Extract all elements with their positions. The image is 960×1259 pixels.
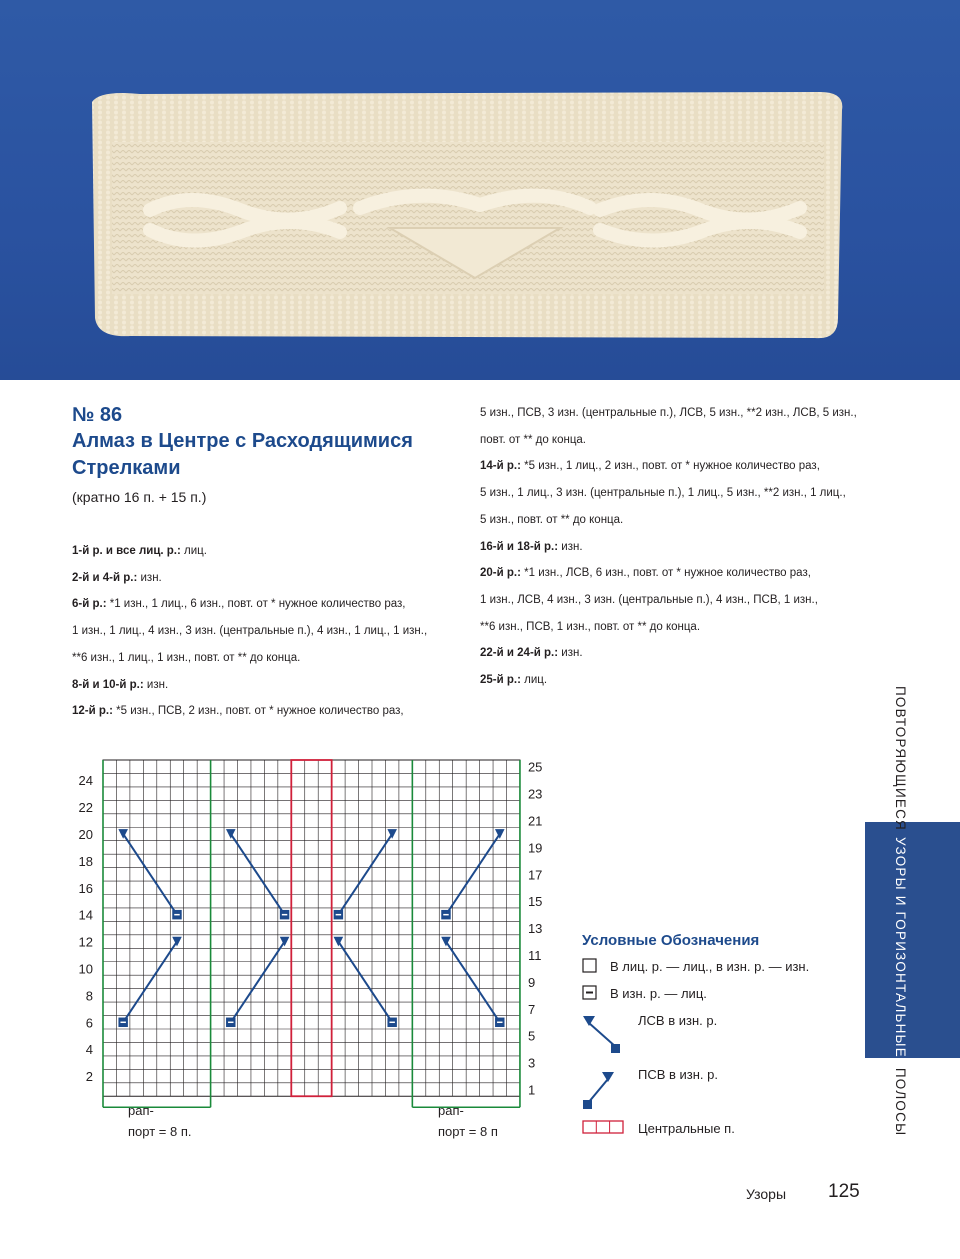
row-number-left: 4 [85,1042,93,1058]
center-stitches-icon [582,1120,626,1136]
instruction-row: **6 изн., 1 лиц., 1 изн., повт. от ** до конца. [72,651,301,664]
row-number-right: 19 [527,840,543,856]
instruction-row: 12-й р.: *5 изн., ПСВ, 2 изн., повт. от * нужное количество раз, [72,705,404,718]
row-number-left: 6 [85,1015,93,1031]
instruction-row: 14-й р.: *5 изн., 1 лиц., 2 изн., повт. от * нужное количество раз, [480,460,820,473]
psv-cable-icon [582,1071,626,1115]
instruction-row: 25-й р.: лиц. [480,674,548,687]
section-tab-part2: УЗОРЫ И ГОРИЗОНТАЛЬНЫЕ [893,837,908,1058]
row-number-right: 23 [527,786,543,802]
legend-item-psv: ПСВ в изн. р. [582,1061,842,1115]
instruction-row: 16-й и 18-й р.: изн. [480,540,583,553]
row-number-right: 7 [527,1001,536,1017]
row-number-left: 20 [78,826,93,842]
repeat-label-right-line2: порт = 8 п [438,1124,498,1139]
repeat-label-left-line1: рап- [128,1103,154,1118]
legend [582,932,842,1142]
section-tab-text [886,686,908,1136]
pattern-title-line2: Стрелками [72,457,181,479]
row-number-right: 5 [527,1028,536,1044]
section-tab-part3: ПОЛОСЫ [893,1067,908,1137]
instructions-right [480,400,880,694]
lsv-cable-icon [582,1015,626,1059]
instruction-row: **6 изн., ПСВ, 1 изн., повт. от ** до конца. [480,620,701,633]
pattern-heading [72,402,462,506]
row-number-right: 9 [527,974,536,990]
pattern-number: № 86 [72,404,123,426]
instruction-row: 5 изн., ПСВ, 3 изн. (центральные п.), ЛСВ, 5 изн., **2 изн., ЛСВ, 5 изн., [480,407,857,419]
row-number-left: 24 [78,773,93,789]
instruction-row: 2-й и 4-й р.: изн. [72,571,162,584]
empty-square-icon [582,958,598,974]
row-number-right: 21 [527,813,543,829]
chart-grid-border [103,760,520,1096]
legend-item-purl-bump: В изн. р. — лиц. [582,980,842,1007]
row-number-right: 1 [527,1082,536,1098]
row-number-left: 16 [78,880,93,896]
instructions-left [72,538,467,725]
instruction-row: 1 изн., ЛСВ, 4 изн., 3 изн. (центральные п.), 4 изн., ПСВ, 1 изн., [480,593,818,606]
instruction-row: 6-й р.: *1 изн., 1 лиц., 6 изн., повт. от * нужное количество раз, [72,598,406,611]
row-number-left: 14 [78,907,93,923]
section-tab-part1: ПОВТОРЯЮЩИЕСЯ [893,686,908,832]
legend-item-lsv: ЛСВ в изн. р. [582,1007,842,1061]
instruction-row: 5 изн., 1 лиц., 3 изн. (центральные п.), 1 лиц., 5 изн., **2 изн., 1 лиц., [480,487,846,500]
row-number-left: 18 [78,853,93,869]
page-number: 125 [828,1181,860,1202]
chart-grid [103,760,520,1096]
row-number-left: 8 [85,988,93,1004]
instruction-row: 20-й р.: *1 изн., ЛСВ, 6 изн., повт. от * нужное количество раз, [480,567,811,580]
row-number-right: 13 [527,921,543,937]
instruction-row: повт. от ** до конца. [480,433,586,446]
instruction-row: 8-й и 10-й р.: изн. [72,678,169,691]
row-number-left: 2 [85,1069,93,1085]
minus-square-icon [582,985,598,1001]
stitch-multiple: (кратно 16 п. + 15 п.) [72,489,207,505]
row-number-right: 17 [527,867,543,883]
row-number-left: 12 [78,934,93,950]
instruction-row: 1 изн., 1 лиц., 4 изн., 3 изн. (центральные п.), 4 изн., 1 лиц., 1 изн., [72,625,428,638]
row-number-left: 22 [78,800,93,816]
row-number-right: 3 [527,1055,536,1071]
swatch-photo [0,0,960,380]
legend-item-knit: В лиц. р. — лиц., в изн. р. — изн. [582,953,842,980]
row-number-right: 11 [527,948,542,964]
legend-title: Условные Обозначения [582,932,760,949]
legend-item-center: Центральные п. [582,1115,842,1142]
footer-label: Узоры [746,1186,787,1202]
pattern-title-line1: Алмаз в Центре с Расходящимися [72,430,413,452]
instruction-row: 5 изн., повт. от ** до конца. [480,513,624,526]
repeat-label-left-line2: порт = 8 п. [128,1124,192,1139]
knitting-chart [60,750,580,1145]
repeat-label-right-line1: рап- [438,1103,464,1118]
instruction-row: 1-й р. и все лиц. р.: лиц. [72,545,207,557]
section-tab [865,822,960,1058]
row-number-right: 15 [527,894,543,910]
row-number-left: 10 [78,961,93,977]
instruction-row: 22-й и 24-й р.: изн. [480,647,583,660]
row-number-right: 25 [527,759,543,775]
swatch-illustration [0,0,960,380]
